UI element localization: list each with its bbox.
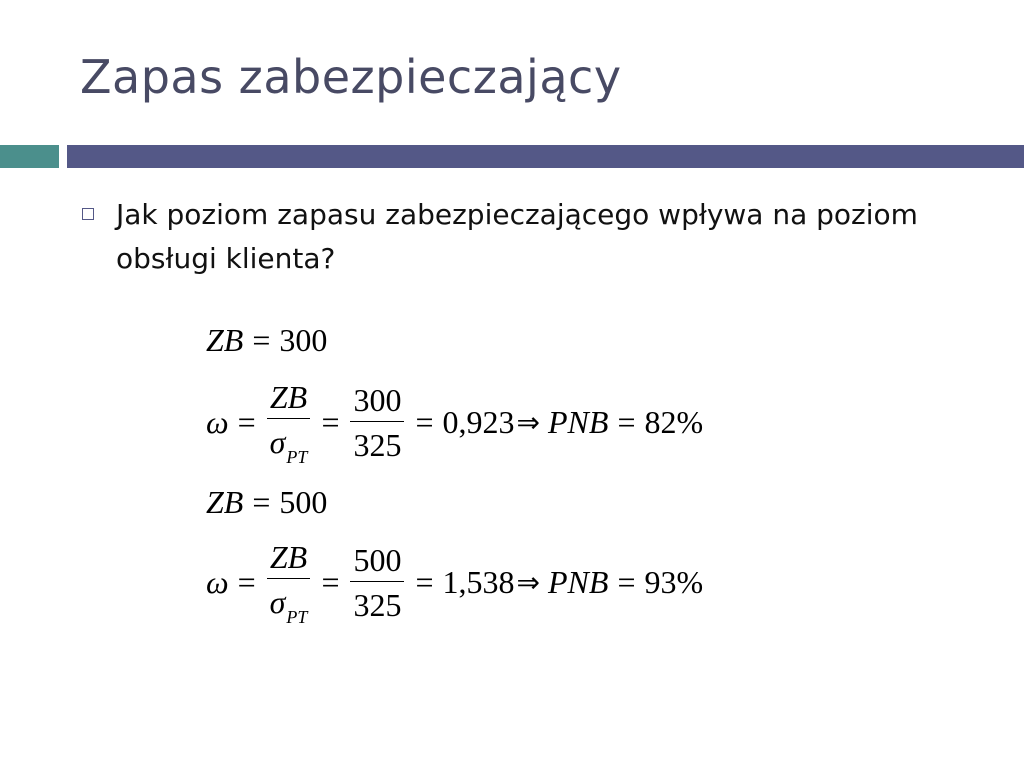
eq1-lhs: ZB bbox=[206, 322, 244, 358]
eq3-rhs: 500 bbox=[279, 484, 328, 520]
eq1-equals: = bbox=[252, 322, 271, 358]
eq2-equals-2: = bbox=[321, 403, 340, 440]
eq3-lhs: ZB bbox=[206, 484, 244, 520]
fraction-denominator: 325 bbox=[353, 586, 402, 623]
pnb-value: 93% bbox=[644, 563, 704, 600]
eq4-equals-2: = bbox=[321, 563, 340, 600]
eq4-result: 1,538 bbox=[442, 563, 515, 600]
implies-arrow-icon: ⇒ bbox=[516, 405, 540, 439]
fraction-numeric bbox=[350, 383, 404, 462]
square-bullet-icon bbox=[82, 208, 94, 220]
eq1-rhs: 300 bbox=[279, 322, 328, 358]
eq3-equals: = bbox=[252, 484, 271, 520]
pnb-value: 82% bbox=[644, 403, 704, 440]
fraction-zb-over-sigma bbox=[267, 379, 311, 467]
fraction-zb-over-sigma bbox=[267, 539, 311, 627]
sigma-symbol: σ bbox=[269, 584, 286, 620]
equation-zb-300 bbox=[206, 322, 327, 359]
eq2-result: 0,923 bbox=[442, 403, 515, 440]
pnb-label: PNB bbox=[548, 403, 609, 440]
sigma-symbol: σ bbox=[269, 424, 286, 460]
fraction-numerator: ZB bbox=[267, 540, 310, 579]
sigma-subscript: PT bbox=[286, 607, 308, 627]
fraction-denominator bbox=[267, 419, 311, 467]
equation-omega-2 bbox=[206, 539, 704, 627]
eq4-equals-4: = bbox=[617, 563, 636, 600]
fraction-numerator: ZB bbox=[267, 380, 310, 419]
implies-arrow-icon: ⇒ bbox=[516, 565, 540, 599]
omega-symbol: ω bbox=[206, 403, 229, 440]
title-accent-bar bbox=[0, 145, 59, 168]
fraction-denominator: 325 bbox=[353, 426, 402, 463]
omega-symbol: ω bbox=[206, 563, 229, 600]
fraction-denominator bbox=[267, 579, 311, 627]
eq2-equals-3: = bbox=[415, 403, 434, 440]
eq2-equals-4: = bbox=[617, 403, 636, 440]
slide-title: Zapas zabezpieczający bbox=[80, 50, 622, 104]
fraction-numerator: 500 bbox=[350, 543, 404, 582]
sigma-subscript: PT bbox=[286, 447, 308, 467]
eq4-equals-3: = bbox=[415, 563, 434, 600]
eq2-equals-1: = bbox=[237, 403, 256, 440]
eq4-equals-1: = bbox=[237, 563, 256, 600]
equation-zb-500 bbox=[206, 484, 327, 521]
equation-omega-1 bbox=[206, 379, 704, 467]
title-divider-bar bbox=[67, 145, 1024, 168]
fraction-numerator: 300 bbox=[350, 383, 404, 422]
pnb-label: PNB bbox=[548, 563, 609, 600]
fraction-numeric bbox=[350, 543, 404, 622]
bullet-question: Jak poziom zapasu zabezpieczającego wpływa na poziom obsługi klienta? bbox=[116, 198, 918, 275]
